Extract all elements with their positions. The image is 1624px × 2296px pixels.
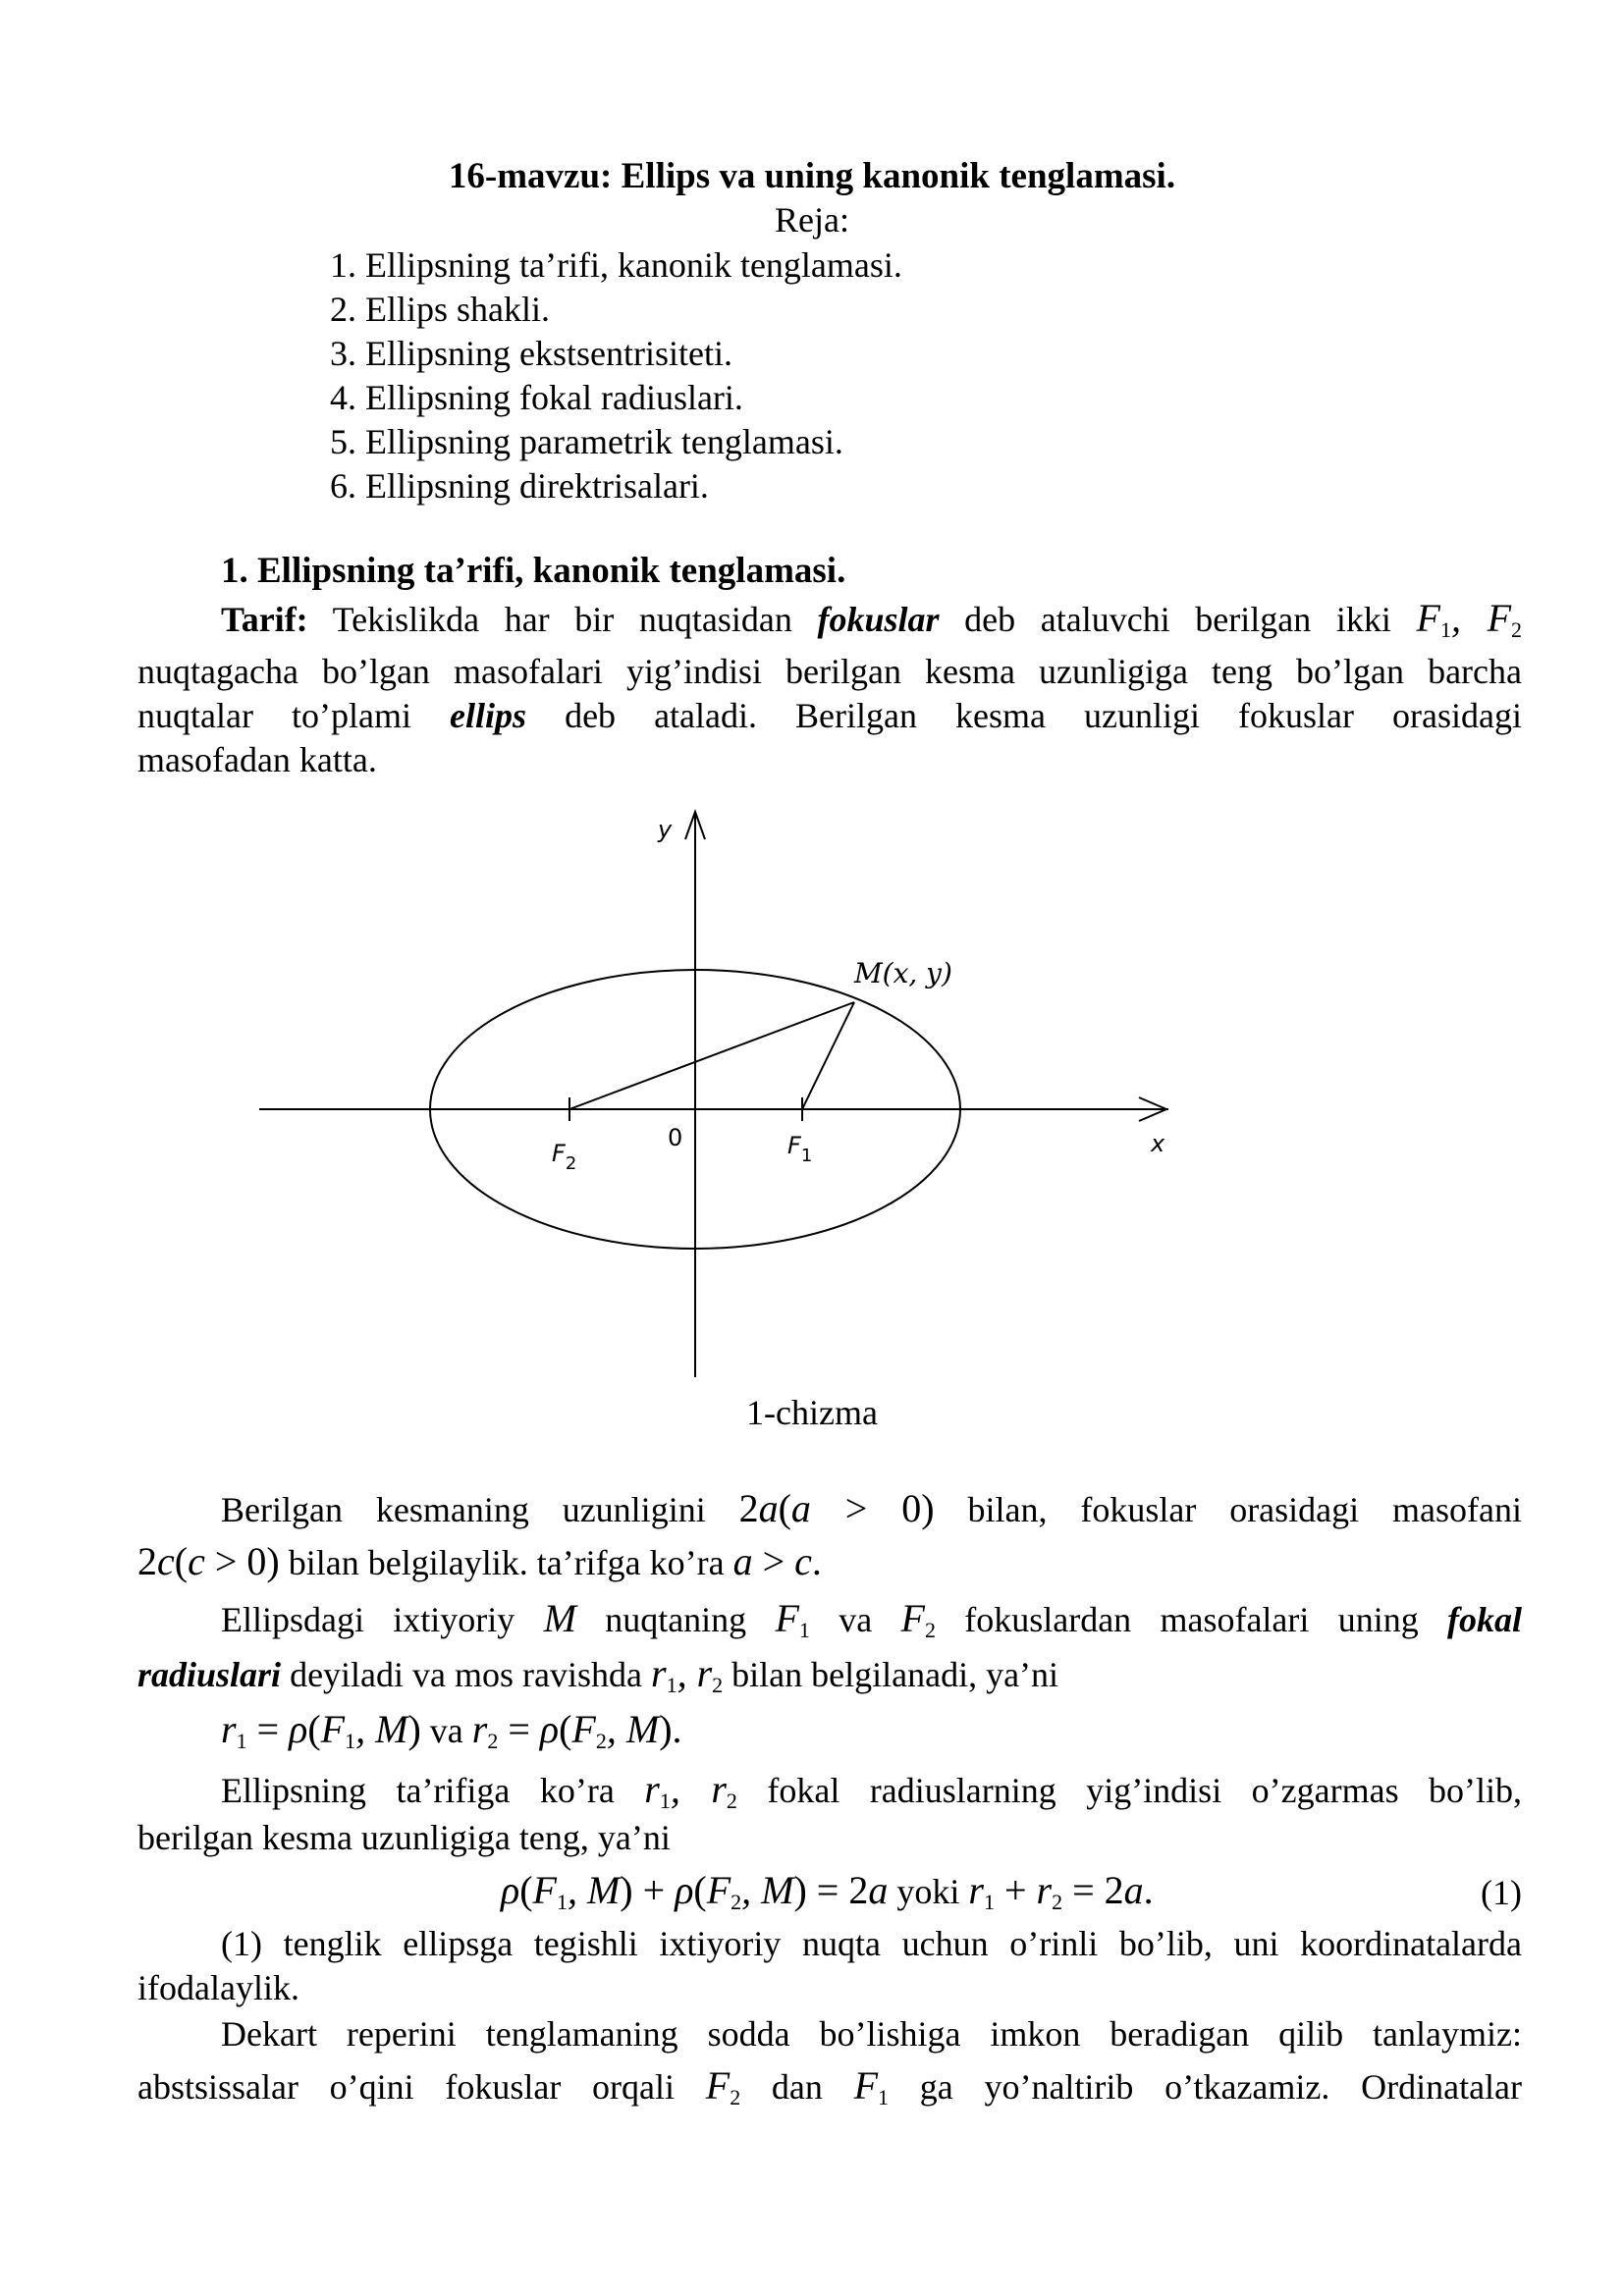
plan-item: 3. Ellipsning ekstsentrisiteti. bbox=[330, 334, 732, 373]
definition-line-1: Tarif: Tekislikda har bir nuqtasidan fokuslar deb ataluvchi berilgan ikki $F_1$, $F_2$ bbox=[221, 596, 1523, 642]
plan-item: 4. Ellipsning fokal radiuslari. bbox=[330, 378, 743, 417]
plan-item: 2. Ellips shakli. bbox=[330, 290, 550, 329]
plan-item: 1. Ellipsning ta’rifi, kanonik tenglamasi. bbox=[330, 245, 902, 285]
y-axis-label: y bbox=[658, 816, 673, 843]
math-2c: 2c(c > 0) bbox=[137, 1539, 280, 1583]
math-f1-f2: $F_1$, $F_2$ bbox=[1416, 596, 1523, 642]
definition-line-2: nuqtagacha bo’lgan masofalari yig’indisi berilgan kesma uzunligiga teng bo’lgan barcha bbox=[137, 652, 1522, 691]
figure-caption: 1-chizma bbox=[746, 1393, 878, 1432]
definition-label: Tarif: bbox=[221, 600, 308, 639]
para4-line-1: (1) tenglik ellipsga tegishli ixtiyoriy nuqta uchun o’rinli bo’lib, uni koordinatalarda bbox=[221, 1924, 1522, 1963]
term-ellips: ellips bbox=[450, 696, 527, 735]
origin-label: 0 bbox=[668, 1124, 683, 1151]
equation-focal-radii: $r_1 = \rho(F_1$, M) va $r_2 = \rho(F_2$, M). bbox=[221, 1707, 682, 1753]
plan-heading: Reja: bbox=[775, 200, 849, 240]
plan-item: 6. Ellipsning direktrisalari. bbox=[330, 466, 709, 506]
math-a-gt-c: a > c. bbox=[732, 1539, 822, 1583]
focus-f1-label: $F_1$ bbox=[787, 1132, 813, 1166]
definition-line-4: masofadan katta. bbox=[137, 740, 377, 779]
radius-r2-segment bbox=[569, 1002, 854, 1109]
para3-line-1: Ellipsning ta’rifiga ko’ra $r_1$, $r_2$ fokal radiuslarning yig’indisi o’zgarmas bo’lib, bbox=[221, 1767, 1523, 1813]
para2-line-1: Ellipsdagi ixtiyoriy M nuqtaning $F_1$ va $F_2$ fokuslardan masofalari uning fokal bbox=[221, 1596, 1522, 1642]
math-2a: 2a(a > 0) bbox=[738, 1486, 935, 1530]
ellipse-figure bbox=[245, 800, 1188, 1389]
term-fokal: fokal bbox=[1447, 1600, 1522, 1639]
equation-number: (1) bbox=[1481, 1873, 1522, 1912]
page-title: 16-mavzu: Ellips va uning kanonik tenglamasi. bbox=[448, 156, 1176, 196]
x-axis-label: x bbox=[1151, 1130, 1165, 1157]
term-fokuslar: fokuslar bbox=[817, 600, 940, 639]
para4-line-2: ifodalaylik. bbox=[137, 1968, 299, 2007]
point-m-label: M(x, y) bbox=[854, 957, 952, 989]
focus-f2-label: $F_2$ bbox=[552, 1140, 577, 1174]
plan-list bbox=[330, 243, 902, 508]
para5-line-2: abstsissalar o’qini fokuslar orqali $F_2$ dan $F_1$ ga yo’naltirib o’tkazamiz. Ordinatalar bbox=[137, 2063, 1523, 2109]
para2-line-2: radiuslari deyiladi va mos ravishda $r_1$, $r_2$ bilan belgilanadi, ya’ni bbox=[137, 1651, 1059, 1697]
term-radiuslari: radiuslari bbox=[137, 1655, 282, 1694]
definition-line-3: nuqtalar to’plami ellips deb ataladi. Berilgan kesma uzunligi fokuslar orasidagi bbox=[137, 696, 1523, 735]
para1-line-1: Berilgan kesmaning uzunligini 2a(a > 0) bilan, fokuslar orasidagi masofani bbox=[221, 1486, 1522, 1530]
para3-line-2: berilgan kesma uzunligiga teng, ya’ni bbox=[137, 1818, 671, 1857]
section-heading: 1. Ellipsning ta’rifi, kanonik tenglamasi. bbox=[221, 551, 846, 591]
plan-item: 5. Ellipsning parametrik tenglamasi. bbox=[330, 422, 843, 461]
para5-line-1: Dekart reperini tenglamaning sodda bo’lishiga imkon beradigan qilib tanlaymiz: bbox=[221, 2014, 1522, 2054]
para1-line-2: 2c(c > 0) bilan belgilaylik. ta’rifga ko’ra a > c. bbox=[137, 1539, 822, 1583]
equation-1: $\rho(F_1$, $M) + \rho(F_2$, M) = 2a yoki $r_1 + r_2 = 2a$. bbox=[501, 1868, 1154, 1914]
